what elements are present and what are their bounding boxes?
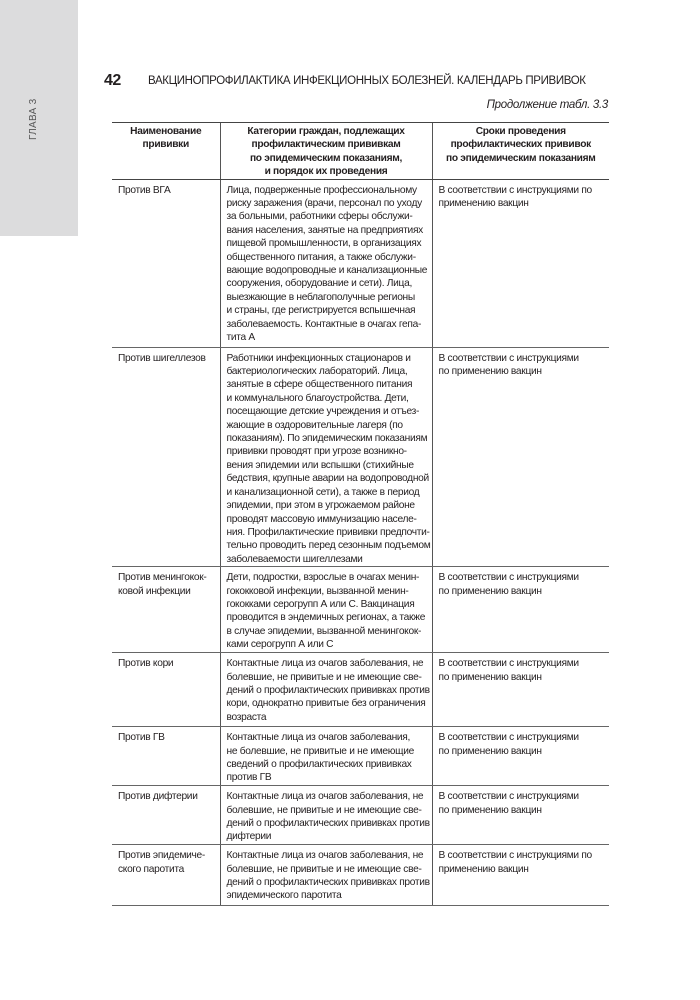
cell-line: риску заражения (врачи, персонал по уходу [226,198,422,210]
cell-line: тельно проводить перед сезонным подъемом [226,540,431,552]
categories-cell [220,653,432,727]
cell-line: прививки [142,139,189,151]
cell-line: В соответствии с инструкциями по [438,850,592,862]
cell-line: по применению вакцин [438,671,542,683]
cell-line: болевшие, не привитые и не имеющие све- [226,863,422,875]
vaccine-name-cell [112,567,220,653]
vaccine-name-cell [112,786,220,845]
vaccine-name-cell [112,845,220,906]
cell-line: болевшие, не привитые и не имеющие све- [226,804,422,816]
cell-line: Категории граждан, подлежащих [247,126,405,137]
cell-line: Против дифтерии [118,791,198,803]
table-row [112,845,609,906]
cell-line: в случае эпидемии, вызванной менингокок- [226,625,422,637]
cell-line: применению вакцин [438,863,529,875]
cell-line: ками серогрупп А или С [226,639,334,651]
table-header-row [112,123,609,180]
vaccine-name-cell [112,727,220,786]
cell-line: ковой инфекции [118,585,191,597]
header-categories [220,123,432,180]
cell-line: общественного питания, а также обслужи- [226,251,416,263]
cell-line: Против менингокок- [118,572,207,584]
table-continuation-caption: Продолжение табл. 3.3 [486,99,608,111]
terms-cell [432,567,609,653]
cell-line: Против шигеллезов [118,352,206,364]
cell-line: бактериологических лабораторий. Лица, [226,366,408,378]
cell-line: профилактических прививок [450,139,591,151]
categories-cell [220,845,432,906]
cell-line: показаниям). По эпидемическим показаниям [226,433,428,445]
cell-line: по применению вакцин [438,804,542,816]
vaccination-table [112,122,609,906]
cell-line: В соответствии с инструкциями [438,658,579,670]
terms-cell [432,179,609,347]
page-number: 42 [104,72,121,89]
cell-line: Контактные лица из очагов заболевания, [226,732,411,744]
cell-line: вания населения, занятые на предприятиях [226,224,423,236]
cell-line: применению вакцин [438,198,529,210]
table-row [112,567,609,653]
cell-line: ского паротита [118,863,184,875]
categories-cell [220,347,432,567]
categories-cell [220,786,432,845]
cell-line: дифтерии [226,831,272,843]
cell-line: по эпидемическим показаниям [445,152,596,164]
table-row [112,786,609,845]
cell-line: кори, однократно привитые без ограничения [226,698,426,710]
cell-line: сведений о профилактических прививках [226,758,412,770]
cell-line: возраста [226,711,267,723]
cell-line: Контактные лица из очагов заболевания, не [226,791,424,803]
cell-line: и канализационной сети), а также в период [226,486,420,498]
cell-line: по эпидемическим показаниям, [249,152,403,164]
cell-line: Против ВГА [118,184,171,196]
cell-line: за больными, работники сферы обслужи- [226,211,413,223]
cell-line: выезжающие в неблагополучные регионы [226,291,415,303]
cell-line: В соответствии с инструкциями [438,572,579,584]
cell-line: пищевой промышленности, в организациях [226,238,422,250]
cell-line: бедствия, крупные аварии на водопроводной [226,473,429,485]
categories-cell [220,179,432,347]
cell-line: В соответствии с инструкциями [438,352,579,364]
table-row [112,727,609,786]
cell-line: и страны, где регистрируется вспышечная [226,305,416,317]
cell-line: Наименование [130,126,202,137]
cell-line: и коммунального благоустройства. Дети, [226,392,409,404]
vaccine-name-cell [112,179,220,347]
cell-line: по применению вакцин [438,366,542,378]
terms-cell [432,727,609,786]
cell-line: профилактическим прививкам [251,139,401,151]
cell-line: Контактные лица из очагов заболевания, не [226,658,424,670]
cell-line: В соответствии с инструкциями по [438,184,592,196]
cell-line: и порядок их проведения [264,166,388,178]
cell-line: не болевшие, не привитые и не имеющие [226,745,414,757]
cell-line: дений о профилактических прививках против [226,684,430,696]
cell-line: заболеваемости шигеллезами [226,553,363,565]
cell-line: эпидемии, при этом в угрожаемом районе [226,500,415,512]
cell-line: тита А [226,332,255,344]
cell-line: проводится в эндемичных регионах, а также [226,612,426,624]
vaccine-name-cell [112,653,220,727]
cell-line: Против ГВ [118,732,165,744]
table-row [112,179,609,347]
cell-line: В соответствии с инструкциями [438,732,579,744]
cell-line: Контактные лица из очагов заболевания, не [226,850,424,862]
chapter-label: ГЛАВА 3 [28,98,39,140]
cell-line: прививки проводят при угрозе возникно- [226,446,407,458]
cell-line: дений о профилактических прививках против [226,876,430,888]
cell-line: Против эпидемиче- [118,850,206,862]
cell-line: заболеваемость. Контактные в очагах гепа- [226,318,422,330]
categories-cell [220,727,432,786]
cell-line: Работники инфекционных стационаров и [226,352,411,364]
header-terms [432,123,609,180]
table-row [112,653,609,727]
cell-line: болевшие, не привитые и не имеющие све- [226,671,422,683]
cell-line: гококковой инфекции, вызванной менин- [226,585,409,597]
cell-line: гококками серогрупп А или С. Вакцинация [226,598,415,610]
cell-line: занятые в сфере общественного питания [226,379,413,391]
cell-line: Лица, подверженные профессиональному [226,184,417,196]
cell-line: эпидемического паротита [226,890,342,902]
cell-line: вающие водопроводные и канализационные [226,265,428,277]
table-row [112,347,609,567]
cell-line: по применению вакцин [438,745,542,757]
cell-line: вения эпидемии или вспышки (стихийные [226,459,414,471]
cell-line: против ГВ [226,772,272,784]
cell-line: проводят массовую иммунизацию населе- [226,513,417,525]
cell-line: ния. Профилактические прививки предпочти- [226,526,430,538]
cell-line: Против кори [118,658,174,670]
categories-cell [220,567,432,653]
running-head: ВАКЦИНОПРОФИЛАКТИКА ИНФЕКЦИОННЫХ БОЛЕЗНЕЙ. КАЛЕНДАРЬ ПРИВИВОК [148,75,586,87]
cell-line: жающие в оздоровительные лагеря (по [226,419,403,431]
vaccine-name-cell [112,347,220,567]
cell-line: посещающие детские учреждения и отъез- [226,406,420,418]
terms-cell [432,845,609,906]
terms-cell [432,347,609,567]
cell-line: Сроки проведения [475,126,566,137]
cell-line: дений о профилактических прививках против [226,817,430,829]
terms-cell [432,786,609,845]
header-vaccine-name [112,123,220,180]
terms-cell [432,653,609,727]
cell-line: сооружения, оборудование и сети). Лица, [226,278,412,290]
cell-line: Дети, подростки, взрослые в очагах менин- [226,572,420,584]
chapter-side-tab [0,0,78,236]
cell-line: по применению вакцин [438,585,542,597]
cell-line: В соответствии с инструкциями [438,791,579,803]
